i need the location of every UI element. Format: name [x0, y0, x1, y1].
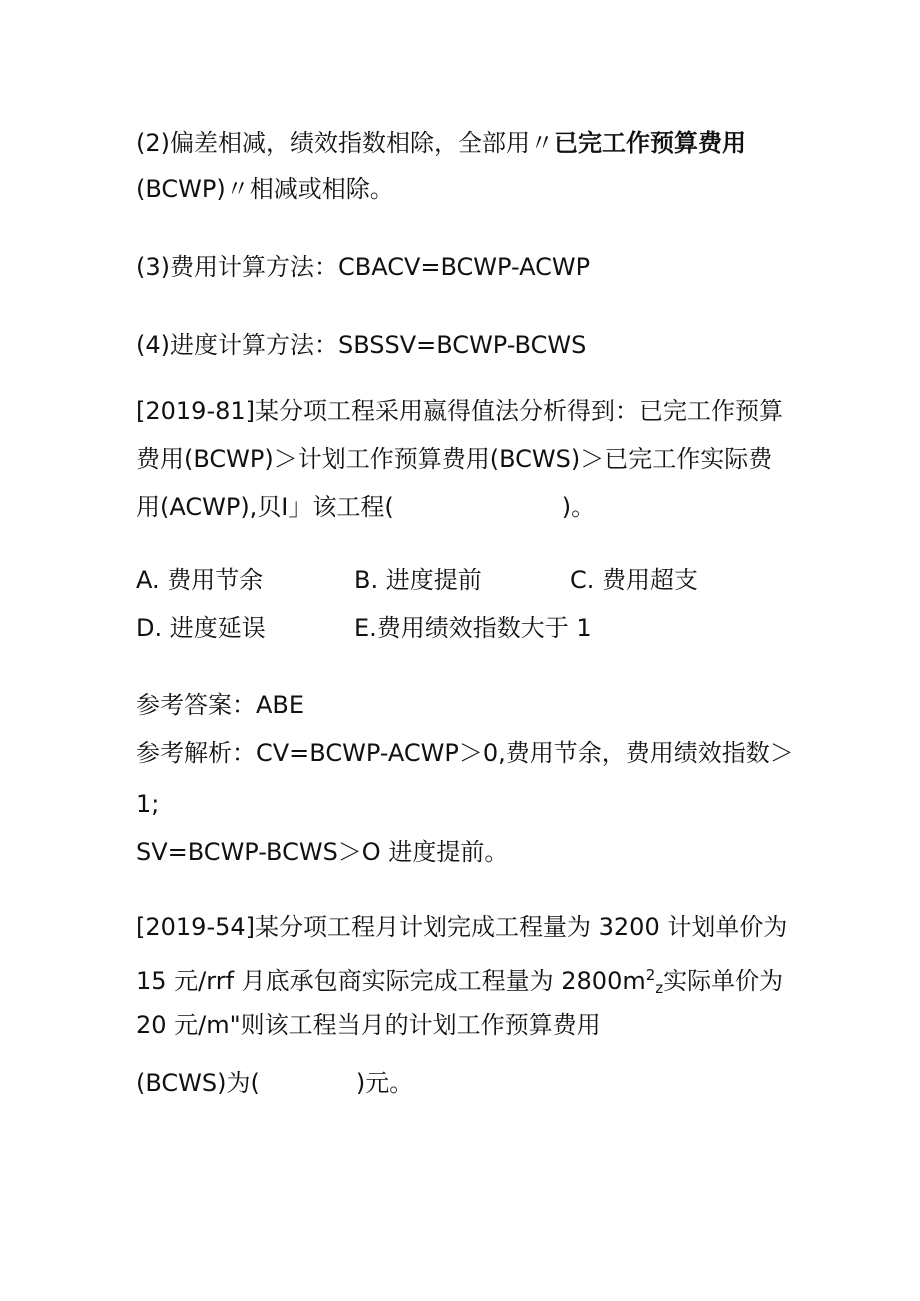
- item-2-bold-term: 已完工作预算费用: [554, 129, 746, 157]
- option-e: E.费用绩效指数大于 1: [354, 614, 592, 642]
- item-3-cost-formula: (3)费用计算方法：CBACV=BCWP-ACWP: [136, 253, 591, 281]
- reference-analysis-line-1: 参考解析：CV=BCWP-ACWP＞0,费用节余，费用绩效指数＞: [136, 739, 794, 767]
- option-c: C. 费用超支: [570, 566, 699, 594]
- question-2019-81-line-2: 费用(BCWP)＞计划工作预算费用(BCWS)＞已完工作实际费: [136, 445, 773, 473]
- question-2019-54-line-2-tail: 实际单价为: [663, 967, 784, 995]
- option-a: A. 费用节余: [136, 566, 264, 594]
- item-2-line-1: [136, 128, 746, 158]
- item-2-line-2: (BCWP)〃相减或相除。: [136, 175, 394, 203]
- question-2019-54-line-4: (BCWS)为( )元。: [136, 1069, 414, 1097]
- question-2019-54-line-1: [2019-54]某分项工程月计划完成工程量为 3200 计划单价为: [136, 913, 788, 941]
- question-2019-54-line-2: [136, 960, 783, 1003]
- reference-analysis-line-2: 1;: [136, 790, 160, 818]
- option-d: D. 进度延误: [136, 614, 266, 642]
- question-2019-54-line-2-text: 15 元/rrf 月底承包商实际完成工程量为 2800m: [136, 967, 646, 995]
- superscript-2: 2: [645, 966, 656, 984]
- question-2019-81-line-3: 用(ACWP),贝I」该工程( )。: [136, 493, 596, 521]
- question-2019-81-line-1: [2019-81]某分项工程采用嬴得值法分析得到：已完工作预算: [136, 397, 784, 425]
- option-b: B. 进度提前: [354, 566, 482, 594]
- item-2-text: (2)偏差相减，绩效指数相除，全部用〃: [136, 129, 554, 157]
- item-4-schedule-formula: (4)进度计算方法：SBSSV=BCWP-BCWS: [136, 331, 587, 359]
- question-2019-54-line-3: 20 元/m"则该工程当月的计划工作预算费用: [136, 1011, 601, 1039]
- reference-answer: 参考答案：ABE: [136, 691, 305, 719]
- reference-analysis-line-3: SV=BCWP-BCWS＞O 进度提前。: [136, 838, 509, 866]
- subscript-z: z: [655, 979, 664, 997]
